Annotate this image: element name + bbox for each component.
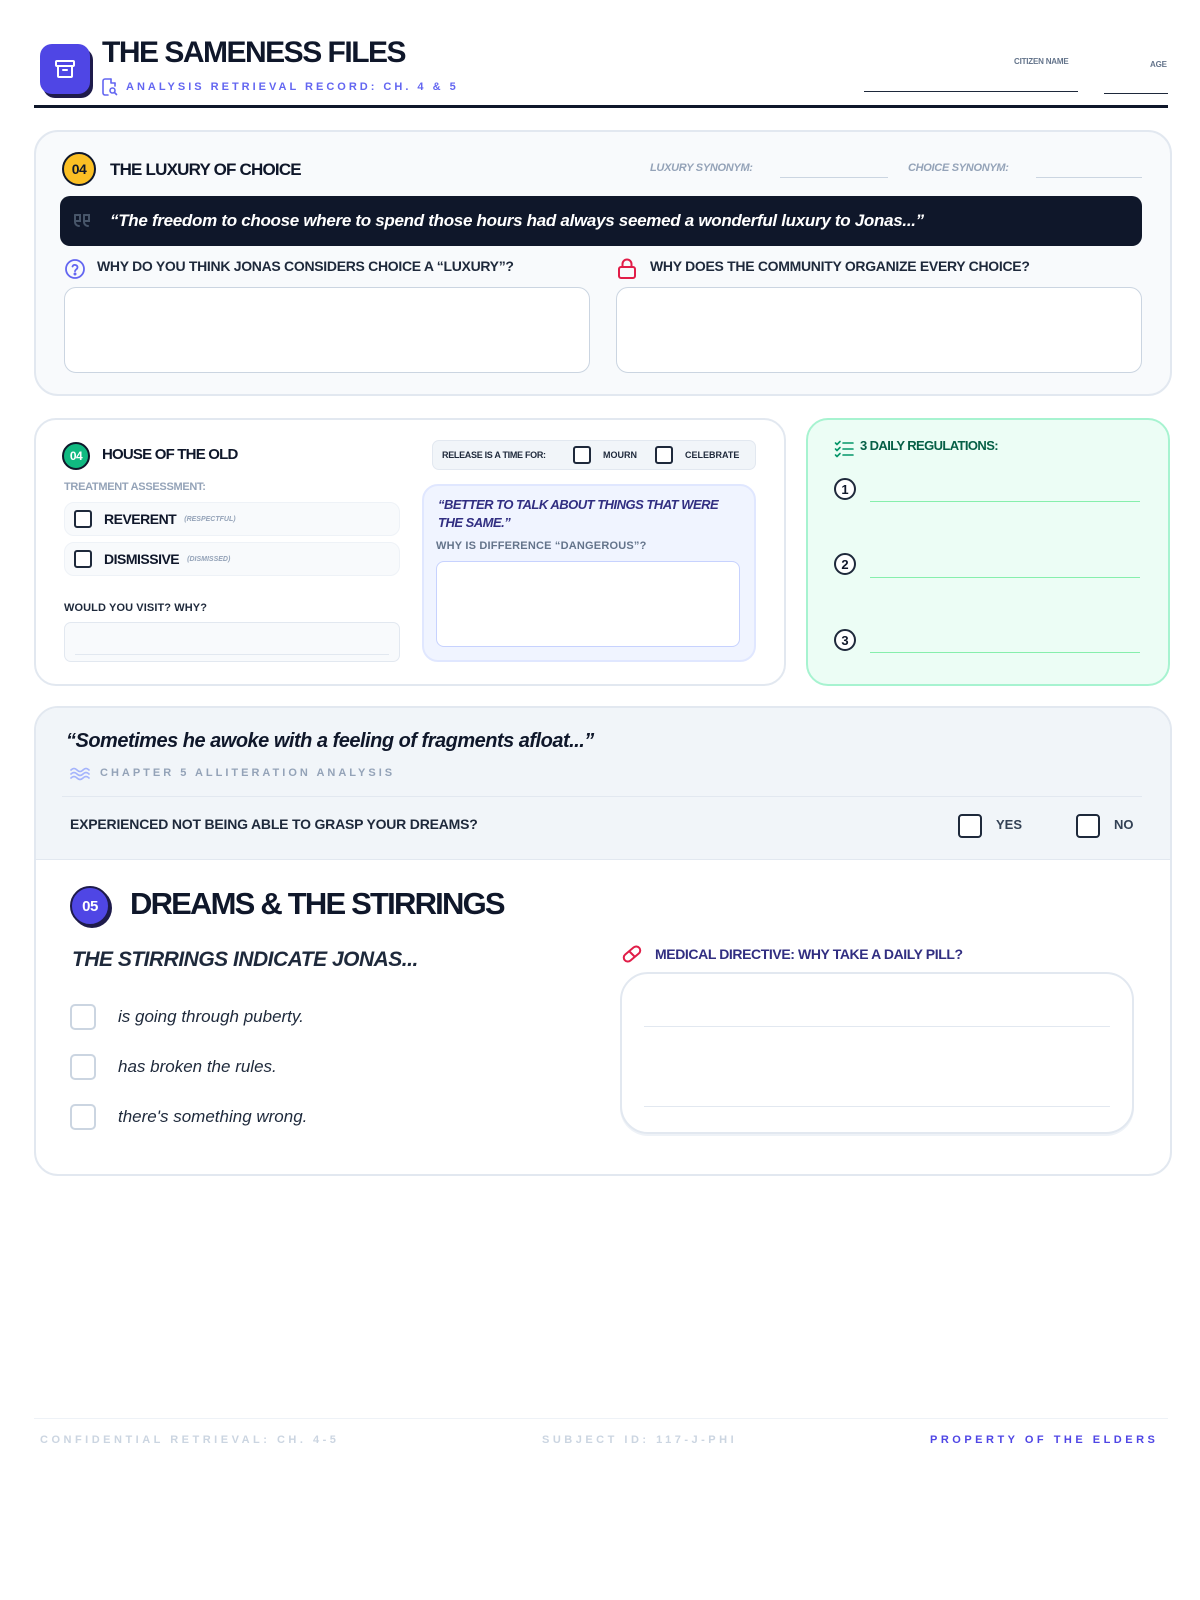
section-title: THE LUXURY OF CHOICE [110,160,301,179]
choice-synonym-field[interactable] [1036,177,1142,178]
age-label: AGE [1150,60,1167,69]
sameness-quote: “BETTER TO TALK ABOUT THINGS THAT WERE THE SAME.” [438,497,719,530]
answer-line [644,1026,1110,1027]
dismissive-checkbox[interactable] [74,550,92,568]
file-search-icon [102,78,118,96]
question-circle-icon [64,258,86,280]
option-label: REVERENT [104,511,177,527]
regulation-2-field[interactable] [870,577,1140,578]
pill-icon [620,942,644,966]
stirrings-option: is going through puberty. [118,1007,304,1026]
difference-answer-box[interactable] [436,561,740,647]
visit-answer-field[interactable] [64,622,400,662]
footer-confidential: CONFIDENTIAL RETRIEVAL: CH. 4-5 [40,1434,340,1446]
page-subtitle [102,78,459,96]
visit-question-label: WOULD YOU VISIT? WHY? [64,602,208,614]
option-note: (RESPECTFUL) [184,515,236,523]
regulation-number: 2 [834,553,856,575]
difference-question-label: WHY IS DIFFERENCE “DANGEROUS”? [436,540,647,552]
regulations-title: 3 DAILY REGULATIONS: [860,438,999,453]
option-note: (DISMISSED) [187,555,231,563]
medical-question-label: MEDICAL DIRECTIVE: WHY TAKE A DAILY PILL? [655,946,963,962]
section-title: DREAMS & THE STIRRINGS [130,886,504,921]
regulation-number: 1 [834,478,856,500]
choice-synonym-label: CHOICE SYNONYM: [908,162,1009,174]
lock-icon [616,257,638,281]
option-label: DISMISSIVE [104,551,180,567]
header-divider [34,105,1168,108]
stirrings-option-checkbox[interactable] [70,1054,96,1080]
subtitle-text: ANALYSIS RETRIEVAL RECORD: CH. 4 & 5 [126,81,459,93]
section-title: HOUSE OF THE OLD [102,446,238,463]
community-answer-box[interactable] [616,287,1142,373]
quote-marks-icon [72,211,94,231]
regulation-1-field[interactable] [870,501,1140,502]
luxury-synonym-label: LUXURY SYNONYM: [650,162,753,174]
checklist-icon [834,440,854,458]
footer-property: PROPERTY OF THE ELDERS [930,1434,1159,1446]
footer-divider [34,1418,1168,1419]
yes-label: YES [996,817,1023,832]
quote-text: “The freedom to choose where to spend those hours had always seemed a wonderful luxury to Jonas...” [110,211,924,230]
luxury-quote-bar [60,196,1142,246]
daily-regulations-card [806,418,1170,686]
citizen-name-label: CITIZEN NAME [1014,57,1069,66]
footer-subject-id: SUBJECT ID: 117-J-PHI [542,1434,738,1446]
answer-line [644,1106,1110,1107]
reverent-checkbox[interactable] [74,510,92,528]
stirrings-prompt: THE STIRRINGS INDICATE JONAS... [72,948,418,971]
mourn-label: MOURN [603,450,637,460]
release-label: RELEASE IS A TIME FOR: [442,450,546,460]
celebrate-checkbox[interactable] [655,446,673,464]
no-checkbox[interactable] [1076,814,1100,838]
fragments-quote: “Sometimes he awoke with a feeling of fragments afloat...” [66,730,594,752]
luxury-question-label: WHY DO YOU THINK JONAS CONSIDERS CHOICE A “LUXURY”? [97,258,514,274]
stirrings-option-checkbox[interactable] [70,1104,96,1130]
stirrings-option-checkbox[interactable] [70,1004,96,1030]
regulation-3-field[interactable] [870,652,1140,653]
no-label: NO [1114,817,1134,832]
stirrings-option: there's something wrong. [118,1107,308,1126]
answer-line [75,654,389,655]
waves-icon [70,766,90,782]
mourn-checkbox[interactable] [573,446,591,464]
logo-badge [40,44,90,94]
alliteration-caption: CHAPTER 5 ALLITERATION ANALYSIS [100,767,396,779]
dream-question-label: EXPERIENCED NOT BEING ABLE TO GRASP YOUR DREAMS? [70,816,478,832]
reverent-option[interactable] [64,502,400,536]
celebrate-label: CELEBRATE [685,450,740,460]
citizen-name-field[interactable] [864,91,1078,92]
chapter-badge: 04 [62,152,96,186]
luxury-synonym-field[interactable] [780,177,888,178]
medical-answer-box[interactable] [620,972,1134,1134]
yes-checkbox[interactable] [958,814,982,838]
age-field[interactable] [1104,93,1168,94]
divider [62,796,1142,797]
dismissive-option[interactable] [64,542,400,576]
treatment-label: TREATMENT ASSESSMENT: [64,481,206,493]
regulation-number: 3 [834,629,856,651]
chapter-badge: 05 [70,886,110,926]
community-question-label: WHY DOES THE COMMUNITY ORGANIZE EVERY CHOICE? [650,258,1030,274]
page-title: THE SAMENESS FILES [102,36,406,69]
luxury-answer-box[interactable] [64,287,590,373]
archive-box-icon [53,57,77,81]
chapter-badge: 04 [62,442,90,470]
stirrings-option: has broken the rules. [118,1057,277,1076]
